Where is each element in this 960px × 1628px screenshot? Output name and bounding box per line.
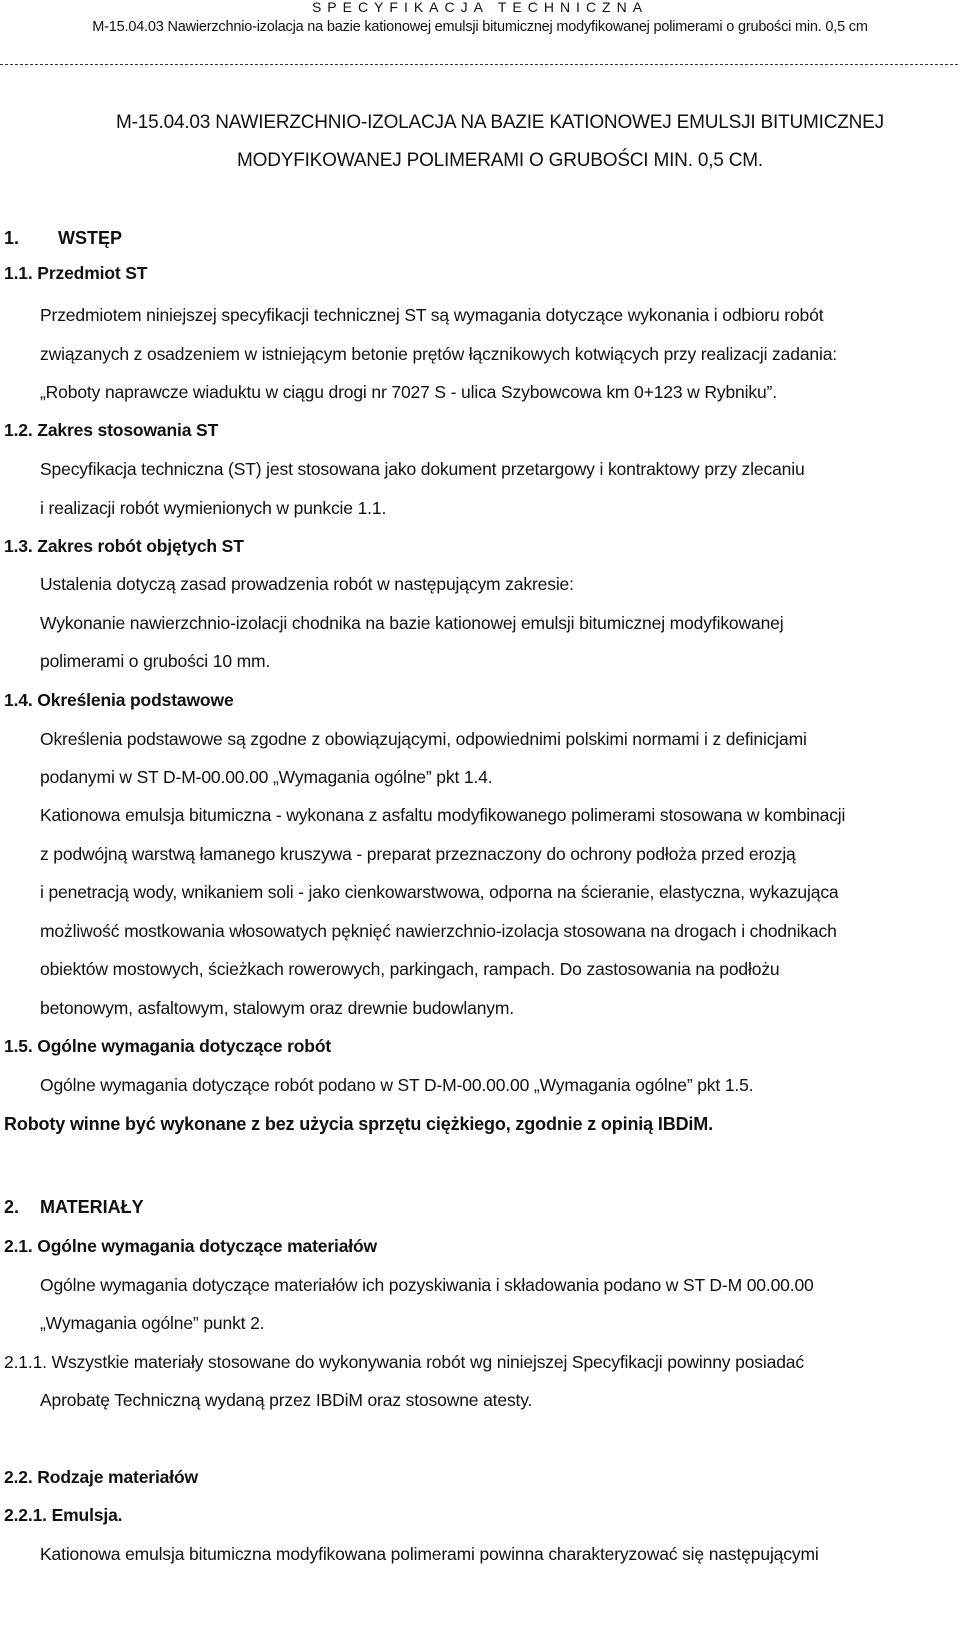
paragraph-line: Określenia podstawowe są zgodne z obowiązującymi, odpowiednimi polskimi normami i z definicjami <box>40 729 807 749</box>
section-2-number: 2. <box>4 1197 20 1217</box>
paragraph-line: i penetracją wody, wnikaniem soli - jako cienkowarstwowa, odporna na ścieranie, elastyczna, wykazująca <box>40 882 839 902</box>
section-1-number: 1. <box>4 228 20 248</box>
paragraph-line: obiektów mostowych, ścieżkach rowerowych, parkingach, rampach. Do zastosowania na podłożu <box>40 959 780 979</box>
paragraph-line: Przedmiotem niniejszej specyfikacji technicznej ST są wymagania dotyczące wykonania i odbioru robót <box>40 305 824 325</box>
heading-2-2: 2.2. Rodzaje materiałów <box>4 1467 198 1487</box>
paragraph-line: Ogólne wymagania dotyczące materiałów ich pozyskiwania i składowania podano w ST D-M 00.00.00 <box>40 1275 814 1295</box>
heading-1-2: 1.2. Zakres stosowania ST <box>4 420 219 440</box>
paragraph-line: i realizacji robót wymienionych w punkcie 1.1. <box>40 498 387 518</box>
heading-1-3: 1.3. Zakres robót objętych ST <box>4 536 244 556</box>
section-1-title: WSTĘP <box>58 228 123 248</box>
document-title-line-2: MODYFIKOWANEJ POLIMERAMI O GRUBOŚCI MIN. 0,5 CM. <box>237 150 763 171</box>
section-2-title: MATERIAŁY <box>40 1197 144 1217</box>
running-header-subtitle: M-15.04.03 Nawierzchnio-izolacja na bazie kationowej emulsji bitumicznej modyfikowanej polimerami o grubości min. 0,5 cm <box>92 19 868 35</box>
paragraph-line: „Roboty naprawcze wiaduktu w ciągu drogi nr 7027 S - ulica Szybowcowa km 0+123 w Rybniku”. <box>40 382 777 402</box>
paragraph-line: Wykonanie nawierzchnio-izolacji chodnika na bazie kationowej emulsji bitumicznej modyfikowanej <box>40 613 784 633</box>
running-header-title: SPECYFIKACJA TECHNICZNA <box>311 0 649 15</box>
paragraph-line: Kationowa emulsja bitumiczna modyfikowana polimerami powinna charakteryzować się następującymi <box>40 1544 819 1564</box>
bold-note: Roboty winne być wykonane z bez użycia sprzętu ciężkiego, zgodnie z opinią IBDiM. <box>4 1114 713 1134</box>
paragraph-line: z podwójną warstwą łamanego kruszywa - preparat przeznaczony do ochrony podłoża przed erozją <box>40 844 796 864</box>
paragraph-line: 2.1.1. Wszystkie materiały stosowane do wykonywania robót wg niniejszej Specyfikacji powinny posiadać <box>4 1352 804 1372</box>
paragraph-line: Specyfikacja techniczna (ST) jest stosowana jako dokument przetargowy i kontraktowy przy zlecaniu <box>40 459 805 479</box>
paragraph-line: związanych z osadzeniem w istniejącym betonie prętów łącznikowych kotwiących przy realizacji zadania: <box>40 344 838 364</box>
heading-1-1: 1.1. Przedmiot ST <box>4 263 148 283</box>
paragraph-line: „Wymagania ogólne” punkt 2. <box>40 1313 265 1333</box>
heading-2-2-1: 2.2.1. Emulsja. <box>4 1505 123 1525</box>
paragraph-line: betonowym, asfaltowym, stalowym oraz drewnie budowlanym. <box>40 998 515 1018</box>
paragraph-line: możliwość mostkowania włosowatych pęknięć nawierzchnio-izolacja stosowana na drogach i chodnikach <box>40 921 837 941</box>
heading-2-1: 2.1. Ogólne wymagania dotyczące materiałów <box>4 1236 378 1256</box>
paragraph-line: Ogólne wymagania dotyczące robót podano w ST D-M-00.00.00 „Wymagania ogólne” pkt 1.5. <box>40 1075 754 1095</box>
heading-1-5: 1.5. Ogólne wymagania dotyczące robót <box>4 1036 332 1056</box>
paragraph-line: Ustalenia dotyczą zasad prowadzenia robót w następującym zakresie: <box>40 574 574 594</box>
paragraph-line: polimerami o grubości 10 mm. <box>40 651 271 671</box>
paragraph-line: Kationowa emulsja bitumiczna - wykonana z asfaltu modyfikowanego polimerami stosowana w kombinacji <box>40 805 846 825</box>
document-title-line-1: M-15.04.03 NAWIERZCHNIO-IZOLACJA NA BAZIE KATIONOWEJ EMULSJI BITUMICZNEJ <box>116 112 884 133</box>
header-dashed-rule <box>0 64 958 65</box>
heading-1-4: 1.4. Określenia podstawowe <box>4 690 234 710</box>
paragraph-line: podanymi w ST D-M-00.00.00 „Wymagania ogólne” pkt 1.4. <box>40 767 493 787</box>
paragraph-line: Aprobatę Techniczną wydaną przez IBDiM oraz stosowne atesty. <box>40 1390 533 1410</box>
